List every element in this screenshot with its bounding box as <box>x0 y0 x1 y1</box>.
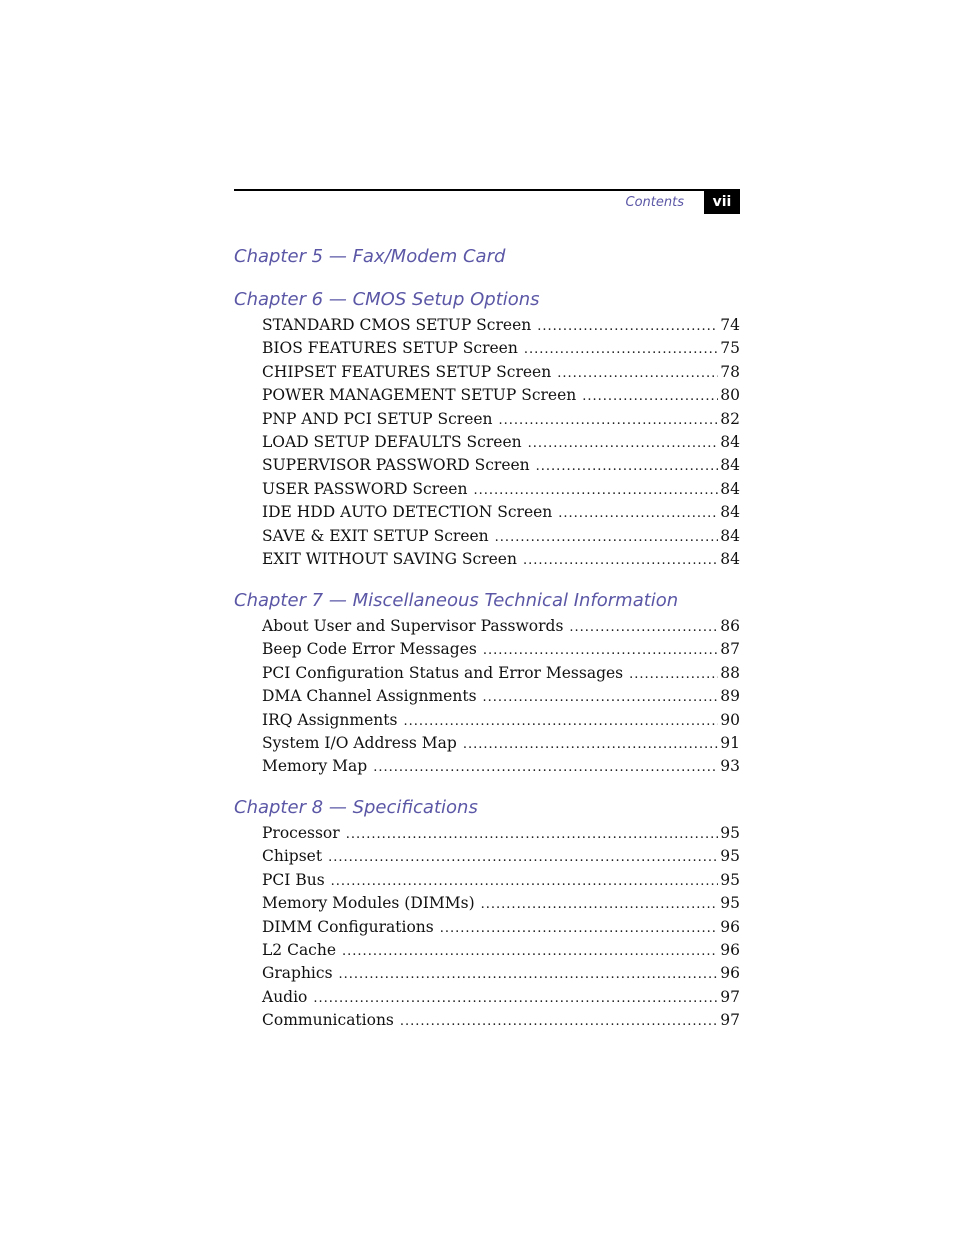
dot-leader <box>495 525 719 548</box>
dot-leader <box>524 337 718 360</box>
toc-entry[interactable] <box>262 337 740 360</box>
dot-leader <box>346 822 719 845</box>
dot-leader <box>473 478 718 501</box>
toc-entry-page: 87 <box>720 640 740 659</box>
toc-entry[interactable] <box>262 869 740 892</box>
dot-leader <box>523 548 718 571</box>
toc-entry[interactable] <box>262 939 740 962</box>
toc-entry[interactable] <box>262 685 740 708</box>
toc-entry-list <box>262 314 740 571</box>
toc-entry[interactable] <box>262 384 740 407</box>
toc-entry-title: PCI Bus <box>262 870 325 889</box>
toc-entry[interactable] <box>262 615 740 638</box>
toc-entry-title: LOAD SETUP DEFAULTS Screen <box>262 432 522 451</box>
toc-entry[interactable] <box>262 755 740 778</box>
toc-entry-title: Memory Map <box>262 757 368 776</box>
toc-entry[interactable] <box>262 845 740 868</box>
toc-entry-page: 95 <box>720 847 740 866</box>
dot-leader <box>483 685 719 708</box>
toc-entry-title: Memory Modules (DIMMs) <box>262 894 475 913</box>
dot-leader <box>569 615 718 638</box>
toc-entry-page: 95 <box>720 824 740 842</box>
toc-entry-page: 97 <box>720 987 740 1006</box>
toc-entry-title: L2 Cache <box>262 940 337 959</box>
dot-leader <box>400 1009 718 1032</box>
toc-entry-page: 78 <box>720 362 740 381</box>
dot-leader <box>582 384 718 407</box>
toc-entry-page: 88 <box>720 663 740 682</box>
toc-entry-page: 91 <box>720 733 740 752</box>
toc-entry-title: Audio <box>262 987 308 1006</box>
toc-entry-title: POWER MANAGEMENT SETUP Screen <box>262 386 577 405</box>
toc-entry-title: CHIPSET FEATURES SETUP Screen <box>262 362 552 381</box>
toc-entry-page: 84 <box>720 503 740 522</box>
dot-leader <box>528 431 719 454</box>
toc-entry[interactable] <box>262 822 740 845</box>
toc-entry[interactable] <box>262 314 740 337</box>
chapter-5-section <box>234 245 740 269</box>
dot-leader <box>339 962 719 985</box>
toc-entry-page: 80 <box>720 386 740 405</box>
toc-entry-title: SUPERVISOR PASSWORD Screen <box>262 456 530 475</box>
toc-entry-page: 96 <box>720 917 740 936</box>
toc-entry-title: Communications <box>262 1011 394 1030</box>
dot-leader <box>342 939 718 962</box>
toc-entry-title: EXIT WITHOUT SAVING Screen <box>262 549 517 568</box>
dot-leader <box>328 845 718 868</box>
toc-entry[interactable] <box>262 732 740 755</box>
toc-entry[interactable] <box>262 662 740 685</box>
toc-entry-title: DMA Channel Assignments <box>262 687 477 706</box>
toc-entry-title: DIMM Configurations <box>262 917 434 936</box>
dot-leader <box>313 986 718 1009</box>
toc-entry[interactable] <box>262 892 740 915</box>
toc-entry-page: 96 <box>720 964 740 983</box>
chapter-heading[interactable]: Chapter 7 — Miscellaneous Technical Information <box>234 590 679 611</box>
chapter-heading[interactable]: Chapter 6 — CMOS Setup Options <box>234 289 540 310</box>
toc-entry[interactable] <box>262 431 740 454</box>
toc-entry[interactable] <box>262 962 740 985</box>
toc-entry-title: SAVE & EXIT SETUP Screen <box>262 526 489 545</box>
toc-entry-page: 89 <box>720 687 740 706</box>
toc-entry-list <box>262 615 740 779</box>
dot-leader <box>440 916 719 939</box>
dot-leader <box>331 869 719 892</box>
dot-leader <box>558 501 718 524</box>
toc-entry[interactable] <box>262 548 740 571</box>
toc-entry[interactable] <box>262 501 740 524</box>
toc-entry-page: 84 <box>720 456 740 475</box>
toc-entry-page: 86 <box>720 617 740 635</box>
dot-leader <box>537 314 718 337</box>
page-number-badge: vii <box>704 191 740 214</box>
toc-entry-page: 84 <box>720 432 740 451</box>
toc-entry-title: BIOS FEATURES SETUP Screen <box>262 339 518 358</box>
toc-entry-title: IDE HDD AUTO DETECTION Screen <box>262 503 553 522</box>
toc-entry[interactable] <box>262 709 740 732</box>
toc-entry-page: 74 <box>720 316 740 334</box>
toc-entry-list <box>262 822 740 1033</box>
toc-entry-page: 95 <box>720 870 740 889</box>
toc-entry-page: 93 <box>720 757 740 776</box>
toc-entry-title: PNP AND PCI SETUP Screen <box>262 409 493 428</box>
dot-leader <box>481 892 719 915</box>
chapter-6-section <box>234 288 740 571</box>
dot-leader <box>557 361 718 384</box>
chapter-8-section <box>234 796 740 1033</box>
toc-entry-title: PCI Configuration Status and Error Messages <box>262 663 624 682</box>
dot-leader <box>463 732 718 755</box>
chapter-heading[interactable]: Chapter 8 — Specifications <box>234 797 478 818</box>
chapter-heading[interactable]: Chapter 5 — Fax/Modem Card <box>234 246 506 267</box>
chapter-7-section <box>234 589 740 779</box>
toc-entry-page: 84 <box>720 479 740 498</box>
toc-entry-title: IRQ Assignments <box>262 710 398 729</box>
toc-entry-title: STANDARD CMOS SETUP Screen <box>262 316 532 334</box>
toc-entry-page: 97 <box>720 1011 740 1030</box>
dot-leader <box>403 709 718 732</box>
dot-leader <box>536 454 719 477</box>
header-rule <box>234 189 740 191</box>
toc-entry-page: 84 <box>720 526 740 545</box>
toc-entry[interactable] <box>262 454 740 477</box>
toc-entry-page: 84 <box>720 549 740 568</box>
toc-entry-title: Chipset <box>262 847 323 866</box>
dot-leader <box>373 755 718 778</box>
toc-entry[interactable] <box>262 1009 740 1032</box>
toc-entry-page: 95 <box>720 894 740 913</box>
toc-entry[interactable] <box>262 361 740 384</box>
toc-entry-page: 96 <box>720 940 740 959</box>
dot-leader <box>483 638 718 661</box>
dot-leader <box>629 662 718 685</box>
toc-entry-title: Processor <box>262 824 340 842</box>
toc-entry-page: 82 <box>720 409 740 428</box>
toc-entry-title: Graphics <box>262 964 333 983</box>
toc-entry-title: System I/O Address Map <box>262 733 457 752</box>
toc-entry[interactable] <box>262 916 740 939</box>
toc-entry-title: USER PASSWORD Screen <box>262 479 468 498</box>
toc-entry-title: About User and Supervisor Passwords <box>262 617 564 635</box>
running-header: Contents <box>625 195 684 210</box>
toc-entry[interactable] <box>262 638 740 661</box>
toc-entry-page: 90 <box>720 710 740 729</box>
toc-entry-page: 75 <box>720 339 740 358</box>
toc-entry-title: Beep Code Error Messages <box>262 640 477 659</box>
toc-entry[interactable] <box>262 525 740 548</box>
toc-entry[interactable] <box>262 986 740 1009</box>
toc-entry[interactable] <box>262 478 740 501</box>
dot-leader <box>499 408 719 431</box>
toc-entry[interactable] <box>262 408 740 431</box>
